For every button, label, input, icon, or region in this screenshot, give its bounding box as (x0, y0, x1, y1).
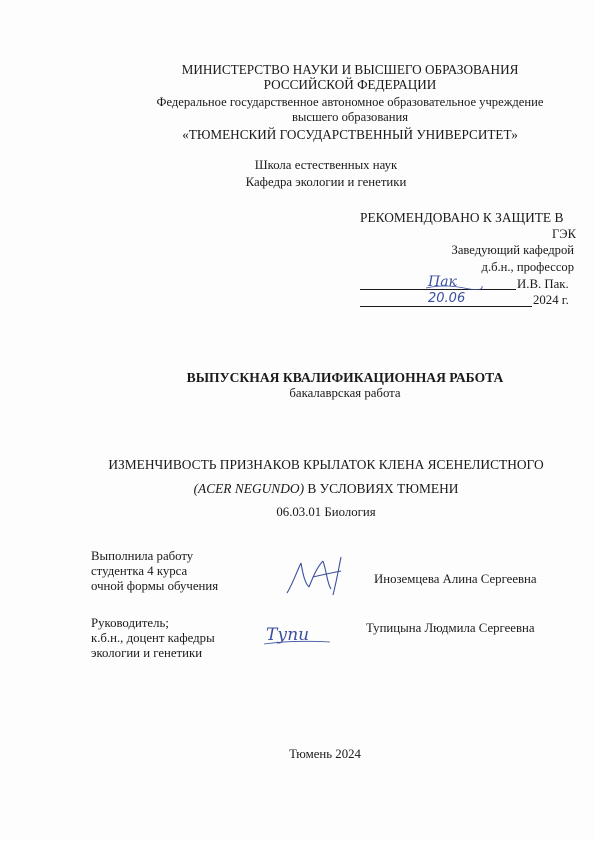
institution-line-2: высшего образования (291, 110, 408, 124)
supervisor-role-line-3: экологии и генетики (91, 646, 203, 660)
author-role (91, 549, 218, 594)
approval-name: И.В. Пак. (517, 277, 569, 291)
specialty: 06.03.01 Биология (276, 505, 376, 519)
work-title-rest: В УСЛОВИЯХ ТЮМЕНИ (304, 481, 459, 496)
approval-degree: д.б.н., профессор (481, 260, 574, 274)
author-role-line-3: очной формы обучения (91, 579, 219, 593)
approval-signature (424, 272, 484, 292)
author-role-line-2: студентка 4 курса (91, 564, 188, 578)
work-type: ВЫПУСКНАЯ КВАЛИФИКАЦИОННАЯ РАБОТА (186, 370, 504, 385)
supervisor-name: Тупицына Людмила Сергеевна (366, 621, 535, 635)
author-role-line-1: Выполнила работу (91, 549, 194, 563)
supervisor-signature (264, 620, 334, 650)
supervisor-role-line-1: Руководитель; (91, 616, 169, 630)
university-name: «ТЮМЕНСКИЙ ГОСУДАРСТВЕННЫЙ УНИВЕРСИТЕТ» (182, 127, 518, 142)
city-year: Тюмень 2024 (289, 747, 361, 761)
school-name: Школа естественных наук (254, 158, 398, 172)
svg-text:Пак: Пак (428, 274, 457, 290)
approval-title-line-2: ГЭК (552, 227, 576, 241)
approval-year: 2024 г. (533, 293, 569, 307)
approval-date-line (360, 306, 532, 307)
department-name: Кафедра экологии и генетики (245, 175, 407, 189)
approval-title-line-1: РЕКОМЕНДОВАНО К ЗАЩИТЕ В (360, 210, 564, 225)
work-title-latin: (ACER NEGUNDO) (193, 481, 305, 496)
supervisor-role-line-2: к.б.н., доцент кафедры (91, 631, 215, 645)
author-signature (283, 553, 353, 599)
svg-text:Тупи: Тупи (266, 625, 310, 645)
author-name: Иноземцева Алина Сергеевна (374, 572, 537, 586)
ministry-line-1: МИНИСТЕРСТВО НАУКИ И ВЫСШЕГО ОБРАЗОВАНИЯ (181, 62, 519, 77)
approval-position: Заведующий кафедрой (451, 243, 574, 257)
institution-line-1: Федеральное государственное автономное образовательное учреждение (156, 95, 544, 109)
work-title-line-1: ИЗМЕНЧИВОСТЬ ПРИЗНАКОВ КРЫЛАТОК КЛЕНА ЯСЕНЕЛИСТНОГО (108, 457, 544, 472)
ministry-line-2: РОССИЙСКОЙ ФЕДЕРАЦИИ (263, 77, 437, 92)
approval-date-handwritten: 20.06 (428, 291, 466, 306)
work-title-line-2 (0, 481, 595, 496)
supervisor-role (91, 616, 215, 661)
work-subtype: бакалаврская работа (289, 386, 401, 400)
